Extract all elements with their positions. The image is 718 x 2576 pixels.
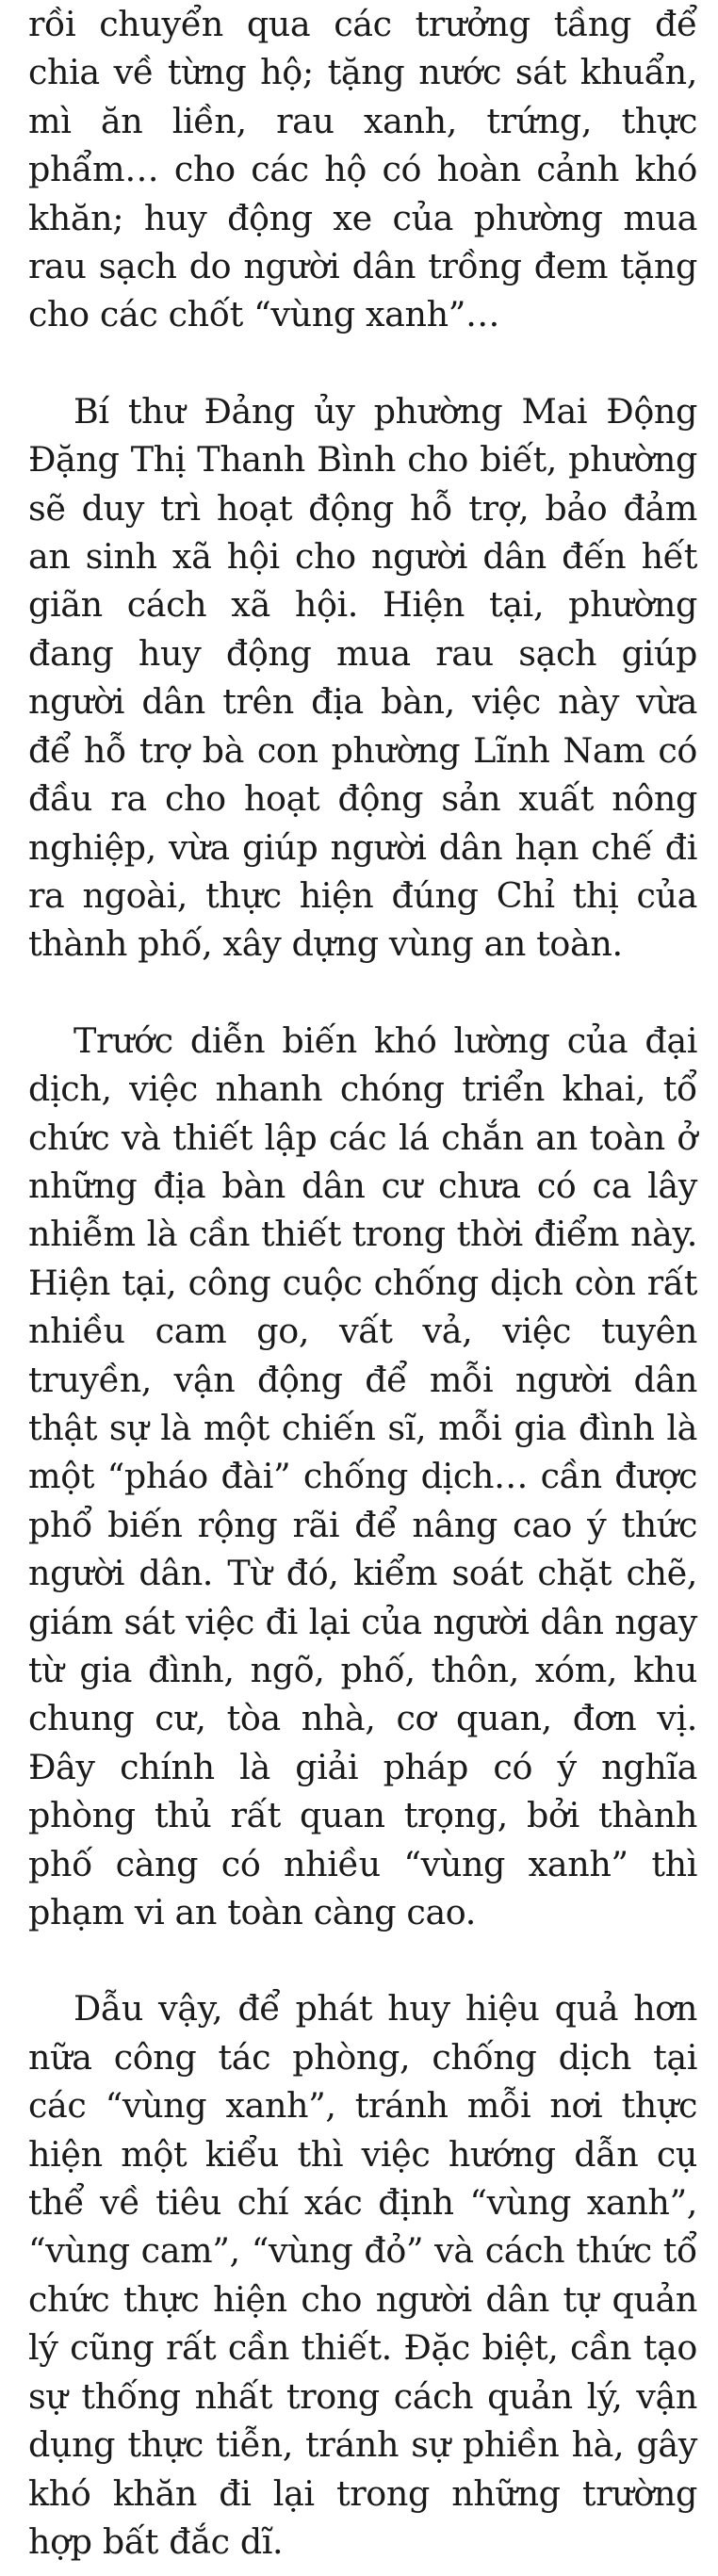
paragraph-pandemic-context: Trước diễn biến khó lường của đại dịch, việc nhanh chóng triển khai, tổ chức và thiết lập các lá chắn an toàn ở những địa bàn dân cư chưa có ca lây nhiễm là cần thiết trong thời điểm này. Hiện tại, công cuộc chống dịch còn rất nhiều cam go, vất vả, việc tuyên truyền, vận động để mỗi người dân thật sự là một chiến sĩ, mỗi gia đình là một “pháo đài” chống dịch… cần được phổ biến rộng rãi để nâng cao ý thức người dân. Từ đó, kiểm soát chặt chẽ, giám sát việc đi lại của người dân ngay từ gia đình, ngõ, phố, thôn, xóm, khu chung cư, tòa nhà, cơ quan, đơn vị. Đây chính là giải pháp có ý nghĩa phòng thủ rất quan trọng, bởi thành phố càng có nhiều “vùng xanh” thì phạm vi an toàn càng cao.: [28, 1019, 697, 1933]
paragraph-continuation: rồi chuyển qua các trưởng tầng để chia về từng hộ; tặng nước sát khuẩn, mì ăn liền, rau xanh, trứng, thực phẩm… cho các hộ có hoàn cảnh khó khăn; huy động xe của phường mua rau sạch do người dân trồng đem tặng cho các chốt “vùng xanh”…: [28, 4, 697, 335]
paragraph-party-secretary-statement: Bí thư Đảng ủy phường Mai Động Đặng Thị Thanh Bình cho biết, phường sẽ duy trì hoạt động hỗ trợ, bảo đảm an sinh xã hội cho người dân đến hết giãn cách xã hội. Hiện tại, phường đang huy động mua rau sạch giúp người dân trên địa bàn, việc này vừa để hỗ trợ bà con phường Lĩnh Nam có đầu ra cho hoạt động sản xuất nông nghiệp, vừa giúp người dân hạn chế đi ra ngoài, thực hiện đúng Chỉ thị của thành phố, xây dựng vùng an toàn.: [28, 390, 697, 965]
paragraph-green-zone-guidance: Dẫu vậy, để phát huy hiệu quả hơn nữa công tác phòng, chống dịch tại các “vùng xanh”, tránh mỗi nơi thực hiện một kiểu thì việc hướng dẫn cụ thể về tiêu chí xác định “vùng xanh”, “vùng cam”, “vùng đỏ” và cách thức tổ chức thực hiện cho người dân tự quản lý cũng rất cần thiết. Đặc biệt, cần tạo sự thống nhất trong cách quản lý, vận dụng thực tiễn, tránh sự phiền hà, gây khó khăn đi lại trong những trường hợp bất đắc dĩ.: [28, 1988, 697, 2562]
